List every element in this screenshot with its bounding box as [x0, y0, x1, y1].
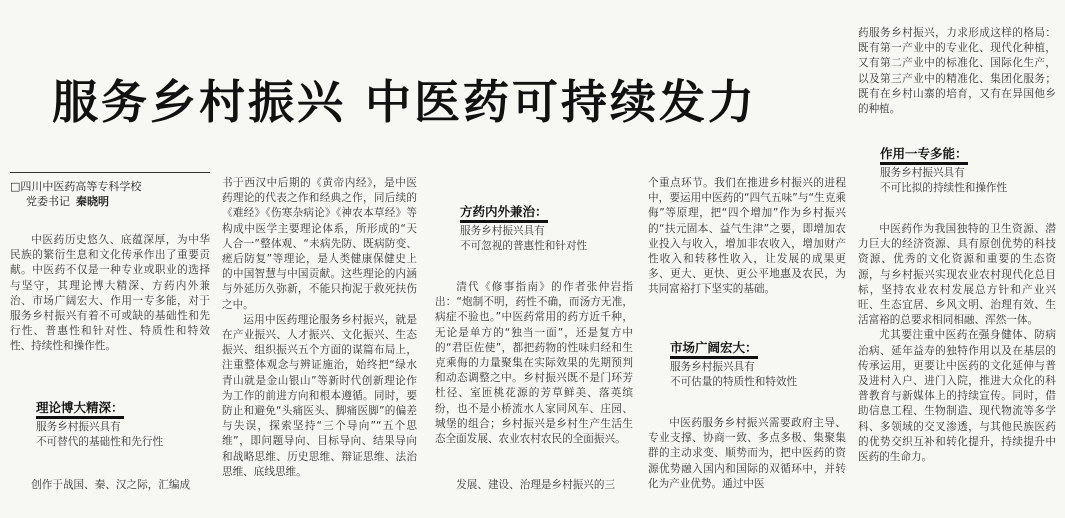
col1-sub2: 不可替代的基础性和先行性 — [36, 436, 164, 448]
col5-para1: 药服务乡村振兴，力求形成这样的格局：既有第一产业中的专业化、现代化种植，又有第二产业中的标准化、国际化生产，以及第三产业中的精准化、集团化服务；既有在乡村山寨的培育，又有在异国他乡的种植。 — [858, 27, 1056, 116]
column-3-tail — [435, 478, 633, 493]
byline-role: 党委书记 — [26, 195, 70, 208]
col5-para3: 尤其要注重中医药在强身健体、防病治病、延年益寿的独特作用以及在基层的传承运用，更要让中医药的文化延伸与普及进村入户、进门入院，推进大众化的科普教育与新媒体上的持续宣传。同时，借助信息工程、生物制造、现代物流等多学科、多领域的交叉渗透，与其他民族医药的优势交织互补和转化提升，持续提升中医药的生命力。 — [858, 329, 1056, 464]
col1-para1: 中医药历史悠久、底蕴深厚，为中华民族的繁衍生息和文化传承作出了重要贡献。中医药不仅是一种专业或职业的选择与坚守，其理论博大精深、方药内外兼治、市场广阔宏大、作用一专多能，对于服务乡村振兴有着不可或缺的基础性和先行性、普惠性和针对性、特质性和特效性、持续性和操作性。 — [10, 234, 210, 353]
col1-para2: 创作于战国、秦、汉之际，汇编成 — [31, 479, 191, 491]
column-2 — [222, 176, 417, 480]
column-5 — [858, 222, 1056, 465]
byline-org: □四川中医药高等专科学校 — [10, 180, 142, 193]
col5-sub2: 不可比拟的持续性和操作性 — [880, 182, 1008, 194]
column-1-tail — [10, 478, 210, 493]
section-subtitle-theory — [36, 420, 216, 450]
section-heading-prescription — [460, 204, 548, 220]
column-4 — [648, 176, 846, 298]
col3-para2: 发展、建设、治理是乡村振兴的三 — [456, 479, 616, 491]
col3-heading: 方药内外兼治： — [460, 204, 548, 223]
section-subtitle-market — [670, 360, 840, 390]
col2-para2: 运用中医药理论服务乡村振兴，就是在产业振兴、人才振兴、文化振兴、生态振兴、组织振兴五个方面的谋篇布局上，注重整体观念与辨证施治，始终把“绿水青山就是金山银山”等新时代创新理论作为工作的前进方向和根本遵循。同时，要防止和避免“头痛医头、脚痛医脚”的偏差与失误，探索坚持“三个导向”“五个思维”，即问题导向、目标导向、结果导向和战略思维、历史思维、辩证思维、法治思维、底线思维。 — [222, 313, 417, 478]
column-5-top — [858, 26, 1056, 117]
col4-para1: 个重点环节。我们在推进乡村振兴的进程中，要运用中医药的“四气五味”与“生克乘侮”等原理，把“四个增加”作为乡村振兴的“扶元固本、益气生津”之要，即增加农业投入与收入，增加非农收入，增加财产性收入和转移性收入，让发展的成果更多、更大、更快、更公平地惠及农民，为共同富裕打下坚实的基础。 — [648, 177, 846, 296]
col1-heading: 理论博大精深： — [36, 400, 124, 419]
section-heading-market — [670, 340, 758, 356]
col1-sub1: 服务乡村振兴具有 — [36, 421, 121, 433]
col4-heading: 市场广阔宏大： — [670, 340, 758, 359]
col4-sub2: 不可估量的特质性和特效性 — [670, 376, 798, 388]
byline-name: 秦晓明 — [76, 195, 109, 208]
column-1-intro — [10, 233, 210, 355]
col3-sub1: 服务乡村振兴具有 — [460, 225, 545, 237]
headline: 服务乡村振兴 中医药可持续发力 — [52, 75, 758, 129]
byline-rule — [10, 172, 210, 173]
col4-para2: 中医药服务乡村振兴需要政府主导、专业支撑、协商一致、多点多极、集聚集群的主动求变、顺势而为，把中医药的资源优势融入国内和国际的双循环中，并转化为产业优势。通过中医 — [648, 417, 846, 490]
col5-heading: 作用一专多能： — [880, 146, 968, 165]
section-heading-function — [880, 146, 968, 162]
column-3 — [435, 280, 633, 447]
col3-para1: 清代《修事指南》的作者张仲岩指出：“炮制不明，药性不确，而汤方无准，病症不验也。”中医药常用的药方近千种，无论是单方的“独当一面”，还是复方中的“君臣佐使”，都把药物的性味归经和生克乘侮的力量聚集在实际效果的先期预判和动态调整之中。乡村振兴既不是门环芳杜径、室匝桃花源的芳草鲜美、落英缤纷，也不是小桥流水人家同风车、庄园、城堡的组合；乡村振兴是乡村生产生活生态全面发展、农业农村农民的全面振兴。 — [435, 281, 633, 446]
section-subtitle-function — [880, 166, 1050, 196]
column-4-tail — [648, 416, 846, 492]
byline — [10, 179, 215, 209]
col2-para1: 书于西汉中后期的《黄帝内经》，是中医药理论的代表之作和经典之作，同后续的《难经》《伤寒杂病论》《神农本草经》等构成中医学主要理论体系，所形成的“天人合一”整体观、“未病先防、既病防变、瘥后防复”等理论，是人类健康保健史上的中国智慧与中国贡献。这些理论的内涵与外延历久弥新，不能只拘泥于救死扶伤之中。 — [222, 177, 417, 311]
section-heading-theory — [36, 400, 124, 416]
col5-para2: 中医药作为我国独特的卫生资源、潜力巨大的经济资源、具有原创优势的科技资源、优秀的文化资源和重要的生态资源，与乡村振兴实现农业农村现代化总目标，坚持农业农村发展总方针和产业兴旺、生态宜居、乡风文明、治理有效、生活富裕的总要求相同相融、浑然一体。 — [858, 223, 1056, 327]
section-subtitle-prescription — [460, 224, 630, 254]
col3-sub2: 不可忽视的普惠性和针对性 — [460, 240, 588, 252]
col4-sub1: 服务乡村振兴具有 — [670, 361, 755, 373]
col5-sub1: 服务乡村振兴具有 — [880, 167, 965, 179]
